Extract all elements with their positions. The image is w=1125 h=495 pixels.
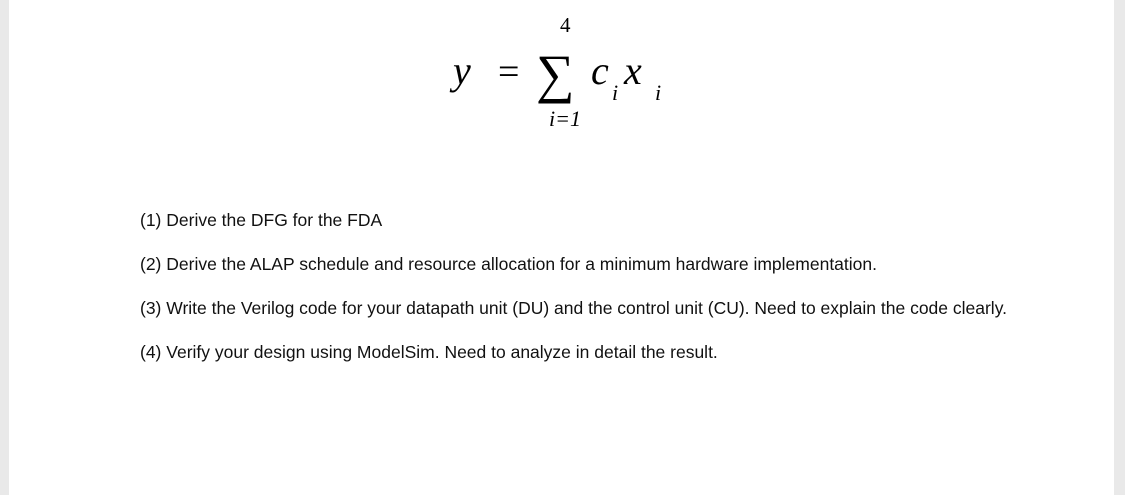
task-item-4: (4) Verify your design using ModelSim. Need to analyze in detail the result. xyxy=(140,342,718,362)
sum-lower-limit: i=1 xyxy=(549,106,581,131)
task-item-2: (2) Derive the ALAP schedule and resource allocation for a minimum hardware implementation. xyxy=(140,254,877,274)
sum-symbol: ∑ xyxy=(536,44,575,104)
document-page xyxy=(9,0,1114,495)
sum-upper-limit: 4 xyxy=(560,13,571,37)
variable-x: x xyxy=(624,48,642,93)
variable-subscript: i xyxy=(655,80,662,105)
task-item-1: (1) Derive the DFG for the FDA xyxy=(140,210,383,230)
coefficient-c: c xyxy=(591,48,609,93)
equation-lhs: y xyxy=(453,48,471,93)
equation-equals: = xyxy=(498,51,520,93)
coefficient-subscript: i xyxy=(612,80,619,105)
task-item-3: (3) Write the Verilog code for your datapath unit (DU) and the control unit (CU). Need to explain the code clearly. xyxy=(140,298,1008,318)
task-list xyxy=(140,208,1020,384)
summation-equation xyxy=(9,0,1114,160)
